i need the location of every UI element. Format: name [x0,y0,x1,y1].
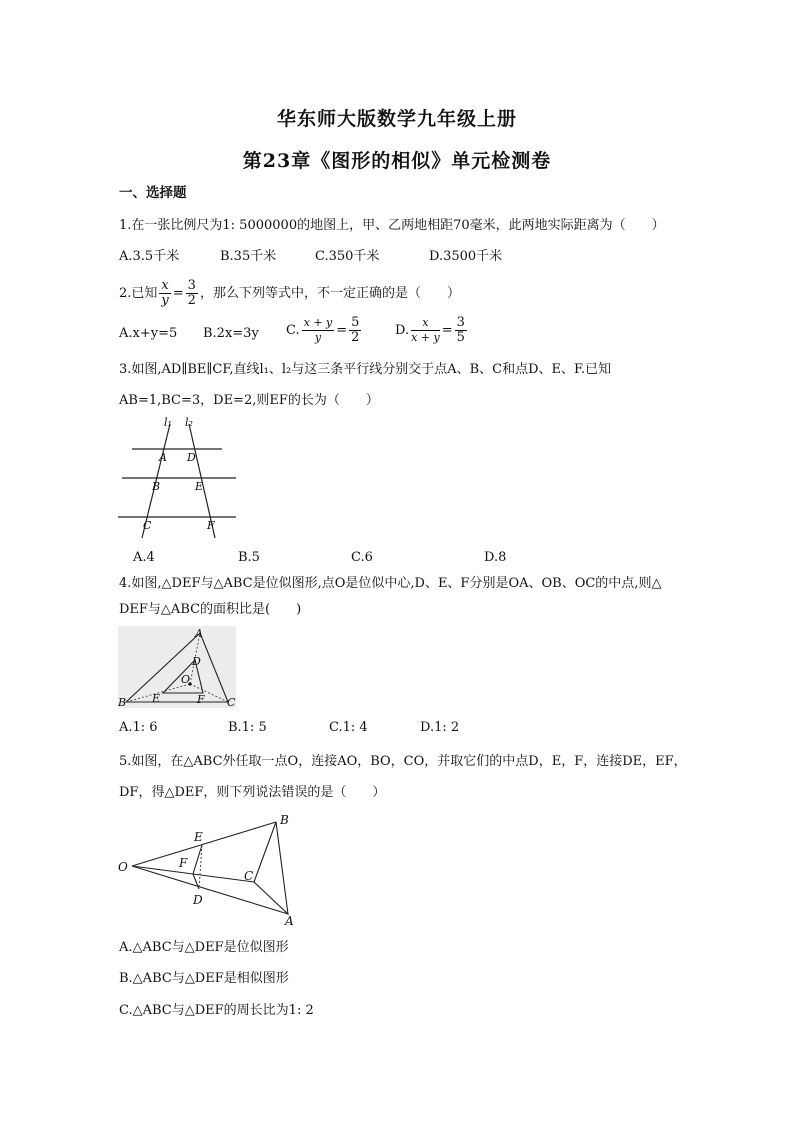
q3-label-e: E [195,480,204,493]
q2-frac-32: $\frac{3}{2}$ [187,278,196,308]
q3-option-a: A.4 [133,550,155,565]
q2-frac-xy: $\frac{x}{y}$ [161,278,169,308]
q3-label-a: A [159,451,167,464]
q3-label-f: F [207,519,215,532]
q5-option-a: A.△ABC与△DEF是位似图形 [119,940,289,955]
q5-option-b: B.△ABC与△DEF是相似图形 [119,971,289,986]
q4-figure-background [118,626,236,708]
q2-stem-suffix: ，那么下列等式中，不一定正确的是（ ） [199,286,460,301]
q5-label-a: A [285,914,294,928]
q3-label-c: C [143,519,152,532]
q1-option-d: D.3500千米 [429,249,503,264]
q5-option-c: C.△ABC与△DEF的周长比为1: 2 [119,1003,314,1018]
q3-stem-line1: 3.如图,AD∥BE∥CF,直线l₁、l₂与这三条平行线分别交于点A、B、C和点D、E、F.已知 [119,362,612,377]
q3-label-d: D [187,451,196,464]
q4-label-a: A [195,627,203,640]
q5-figure [114,810,304,928]
q5-label-b: B [280,813,289,827]
q5-label-o: O [118,860,128,874]
q5-label-e: E [194,830,203,844]
q2-option-a: A.x+y=5 [119,326,178,341]
q4-label-o: O [181,673,191,686]
q5-label-f: F [179,856,188,870]
q5-segment-fd [193,874,199,889]
q3-label-b: B [152,480,161,493]
q3-option-b: B.5 [238,550,260,565]
q3-figure [118,414,242,544]
q2-option-b: B.2x=3y [203,326,259,341]
q3-label-l2: l₂ [185,416,193,429]
q1-option-b: B.35千米 [220,249,277,264]
q4-label-e: E [152,692,161,705]
q5-segment-ob [132,822,276,866]
q1-option-a: A.3.5千米 [119,249,180,264]
q4-figure [118,626,236,708]
q3-option-c: C.6 [351,550,373,565]
q4-option-a: A.1: 6 [119,720,158,735]
q5-segment-oa [132,866,288,914]
q2-option-c: C. $\frac{x + y}{y}$ = $\frac{5}{2}$ [286,315,360,345]
q2-eq: = [172,286,184,301]
q3-label-l1: l₁ [164,416,172,429]
q4-option-c: C.1: 4 [329,720,368,735]
q2-option-d: D. $\frac{x}{x + y}$ = $\frac{3}{5}$ [395,315,465,345]
q2-stem [119,279,460,309]
q4-option-b: B.1: 5 [228,720,267,735]
q4-label-b: B [118,696,127,708]
q1-option-c: C.350千米 [315,249,380,264]
q3-option-d: D.8 [484,550,507,565]
q4-option-d: D.1: 2 [420,720,460,735]
q2-stem-prefix: 2.已知 [119,286,158,301]
q4-label-f: F [197,693,205,706]
q5-label-c: C [244,869,254,883]
page-subtitle: 第23章《图形的相似》单元检测卷 [242,150,552,172]
q1-stem: 1.在一张比例尺为1: 5000000的地图上，甲、乙两地相距70毫米，此两地实际距离为（ ） [119,218,665,233]
q4-stem-line1: 4.如图,△DEF与△ABC是位似图形,点O是位似中心,D、E、F分别是OA、OB、OC的中点,则△ [119,576,662,591]
q5-label-d: D [193,893,203,907]
q5-stem-line1: 5.如图，在△ABC外任取一点O，连接AO，BO，CO，并取它们的中点D，E，F，连接DE，EF， [119,754,687,769]
q4-stem-line2: DEF与△ABC的面积比是( ) [119,602,302,617]
q4-label-d: D [192,655,201,668]
q3-stem-line2: AB=1,BC=3，DE=2,则EF的长为（ ） [119,393,379,408]
section-heading: 一、选择题 [119,185,187,201]
page-title: 华东师大版数学九年级上册 [276,108,517,130]
q4-label-c: C [227,696,236,708]
q5-stem-line2: DF，得△DEF，则下列说法错误的是（ ） [119,785,386,800]
q5-triangle-abc [254,822,288,914]
